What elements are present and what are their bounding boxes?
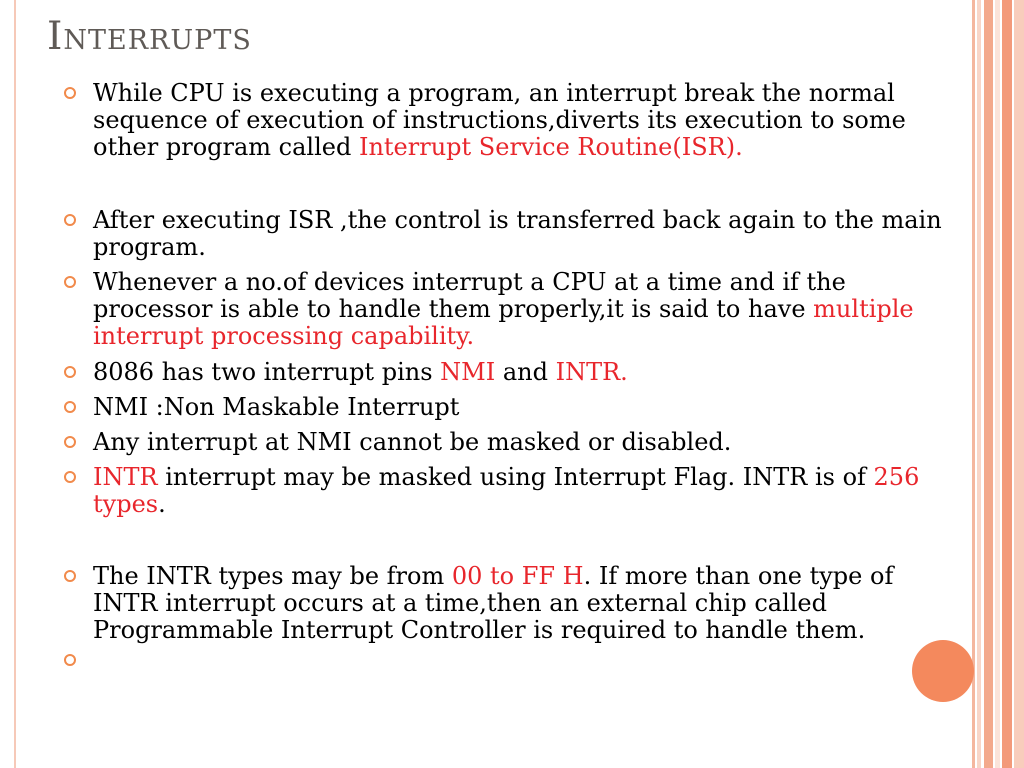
text-run: NMI :Non Maskable Interrupt [93, 393, 460, 421]
stripe [977, 0, 981, 768]
text-run: . If more than one type of INTR interrupt occurs at a time,then an external chip called Programmable Interrupt Controller is required to handle them. [93, 562, 894, 644]
stripe [984, 0, 993, 768]
spacer [62, 161, 962, 207]
bullet-text [93, 562, 893, 644]
bullet-item [62, 464, 962, 518]
highlighted-text: NMI [440, 358, 496, 386]
text-run: Whenever a no.of devices interrupt a CPU at a time and if the processor is able to handle them properly,it is said to have [93, 268, 846, 323]
bullet-item [62, 394, 962, 421]
text-run: and [495, 358, 556, 386]
bullet-item [62, 269, 962, 350]
text-run: Any interrupt at NMI cannot be masked or disabled. [93, 428, 732, 456]
bullet-text [93, 79, 906, 161]
bullet-item [62, 563, 962, 644]
bullet-item [62, 80, 962, 161]
text-run: . [158, 490, 166, 518]
text-run: While CPU is executing a program, an interrupt break the normal sequence of execution of instructions,diverts its execution to some other program called [93, 79, 906, 161]
slide-title: Interrupts [47, 14, 252, 59]
bullet-text [93, 358, 628, 386]
bullet-list [62, 80, 962, 674]
text-run: After executing ISR ,the control is transferred back again to the main program. [93, 206, 942, 261]
accent-circle [912, 640, 974, 702]
bullet-circle-icon [64, 214, 76, 226]
decorative-stripes [972, 0, 1024, 768]
bullet-circle-icon [64, 276, 76, 288]
bullet-text [93, 463, 919, 518]
stripe [1014, 0, 1024, 768]
text-run: interrupt may be masked using Interrupt Flag. INTR is of [157, 463, 874, 491]
bullet-item [62, 207, 962, 261]
highlighted-text: 256 types [93, 463, 920, 518]
spacer [62, 518, 962, 563]
left-border [14, 0, 16, 768]
highlighted-text: multiple interrupt processing capability. [93, 295, 914, 350]
bullet-circle-icon [64, 87, 76, 99]
bullet-text [93, 206, 942, 261]
bullet-circle-icon [64, 471, 76, 483]
highlighted-text: 00 to FF H [451, 562, 584, 590]
highlighted-text: INTR. [555, 358, 628, 386]
bullet-circle-icon [64, 570, 76, 582]
highlighted-text: INTR [93, 463, 158, 491]
bullet-text [93, 268, 914, 350]
bullet-circle-icon [64, 401, 76, 413]
bullet-text [93, 428, 731, 456]
bullet-text [93, 393, 459, 421]
highlighted-text: Interrupt Service Routine(ISR). [358, 133, 743, 161]
bullet-item [62, 429, 962, 456]
text-run: 8086 has two interrupt pins [93, 358, 441, 386]
stripe [1002, 0, 1012, 768]
bullet-circle-icon [64, 366, 76, 378]
bullet-item [62, 359, 962, 386]
stripe [995, 0, 1000, 768]
bullet-circle-icon [64, 436, 76, 448]
stripe [972, 0, 975, 768]
text-run: The INTR types may be from [93, 562, 452, 590]
bullet-circle-icon [64, 654, 76, 666]
bullet-item [62, 647, 962, 674]
